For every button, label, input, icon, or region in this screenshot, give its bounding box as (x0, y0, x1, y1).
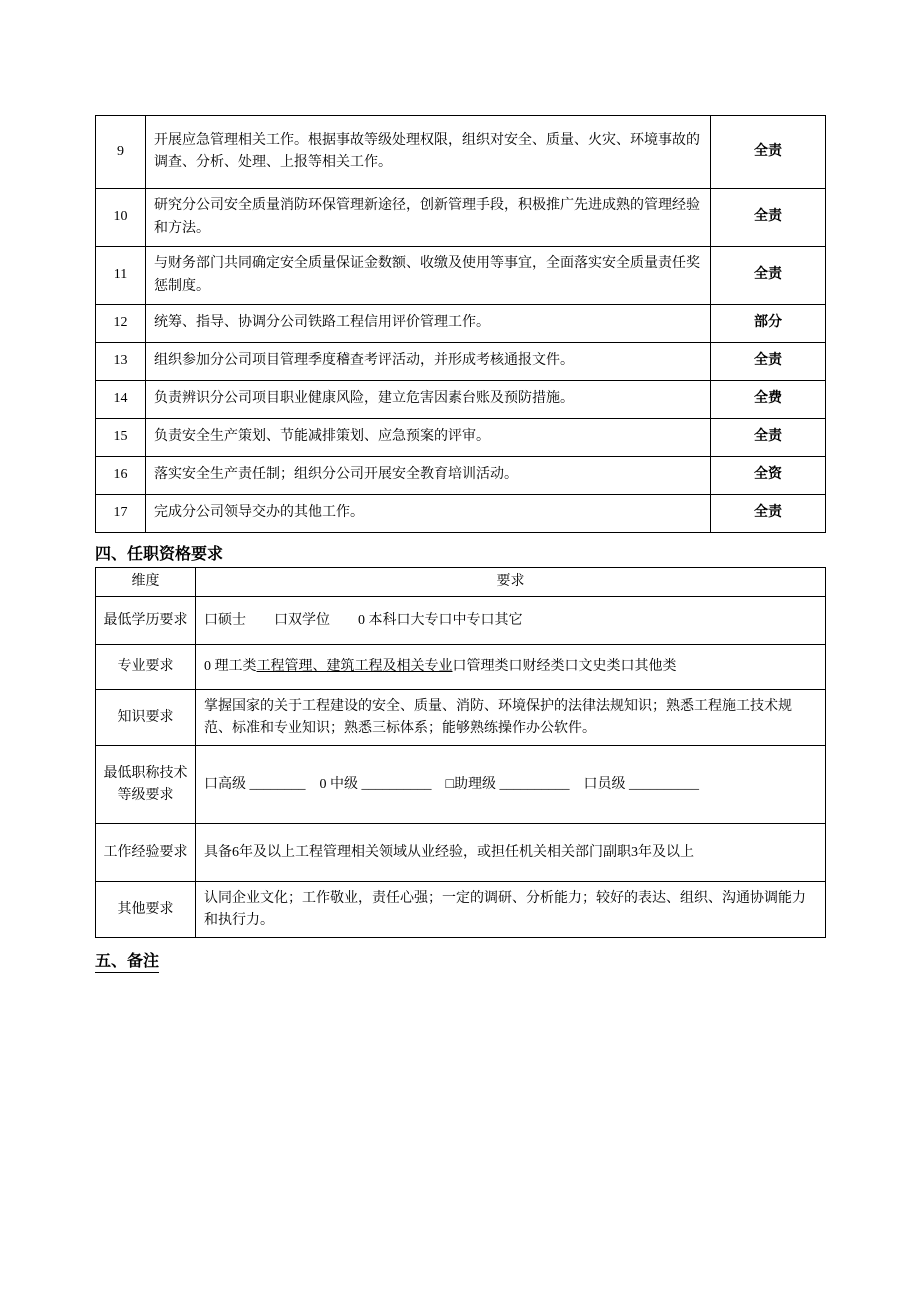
table-row (96, 419, 826, 457)
qualification-row (96, 882, 826, 938)
row-number: 17 (96, 495, 146, 533)
qualification-label: 知识要求 (96, 690, 196, 746)
table-row (96, 305, 826, 343)
qualification-text: 认同企业文化；工作敬业，责任心强；一定的调研、分析能力；较好的表达、组织、沟通协调能力和执行力。 (196, 882, 826, 938)
row-description: 统筹、指导、协调分公司铁路工程信用评价管理工作。 (146, 305, 711, 343)
row-number: 12 (96, 305, 146, 343)
table-row (96, 247, 826, 305)
table-row (96, 343, 826, 381)
responsibilities-table (95, 115, 826, 533)
row-responsibility: 全资 (711, 457, 826, 495)
qualification-text (196, 645, 826, 690)
row-number: 13 (96, 343, 146, 381)
row-responsibility: 全费 (711, 381, 826, 419)
row-number: 10 (96, 189, 146, 247)
qualification-row (96, 690, 826, 746)
qualification-row (96, 746, 826, 824)
row-number: 15 (96, 419, 146, 457)
row-description: 负责辨识分公司项目职业健康风险，建立危害因素台账及预防措施。 (146, 381, 711, 419)
table-row (96, 457, 826, 495)
row-responsibility: 全责 (711, 343, 826, 381)
qualifications-header-row (96, 568, 826, 597)
major-prefix: 0 理工类 (204, 659, 257, 675)
row-description: 完成分公司领导交办的其他工作。 (146, 495, 711, 533)
row-responsibility: 全责 (711, 247, 826, 305)
header-requirement: 要求 (196, 568, 826, 597)
qualification-label: 其他要求 (96, 882, 196, 938)
qualification-label: 工作经验要求 (96, 824, 196, 882)
row-number: 9 (96, 116, 146, 189)
qualification-text: 具备6年及以上工程管理相关领域从业经验，或担任机关相关部门副职3年及以上 (196, 824, 826, 882)
qualification-label: 专业要求 (96, 645, 196, 690)
row-number: 16 (96, 457, 146, 495)
qualification-row (96, 645, 826, 690)
major-underlined: 工程管理、建筑工程及相关专业 (256, 659, 453, 675)
row-description: 落实安全生产责任制；组织分公司开展安全教育培训活动。 (146, 457, 711, 495)
row-responsibility: 部分 (711, 305, 826, 343)
qualification-text: 口硕士 口双学位 0 本科口大专口中专口其它 (196, 597, 826, 645)
row-responsibility: 全责 (711, 116, 826, 189)
notes-section-title: 五、备注 (95, 948, 159, 973)
qualification-label: 最低学历要求 (96, 597, 196, 645)
table-row (96, 116, 826, 189)
row-description: 组织参加分公司项目管理季度稽查考评活动，并形成考核通报文件。 (146, 343, 711, 381)
qualification-label: 最低职称技术等级要求 (96, 746, 196, 824)
header-dimension: 维度 (96, 568, 196, 597)
row-description: 与财务部门共同确定安全质量保证金数额、收缴及使用等事宜，全面落实安全质量责任奖惩制度。 (146, 247, 711, 305)
qualification-text: 掌握国家的关于工程建设的安全、质量、消防、环境保护的法律法规知识；熟悉工程施工技术规范、标准和专业知识；熟悉三标体系；能够熟练操作办公软件。 (196, 690, 826, 746)
qualification-text: 口高级 ________ 0 中级 __________ □助理级 __________ 口员级 __________ (196, 746, 826, 824)
table-row (96, 381, 826, 419)
qualification-row (96, 597, 826, 645)
qualifications-section-title: 四、任职资格要求 (95, 546, 224, 563)
major-suffix: 口管理类口财经类口文史类口其他类 (452, 659, 677, 675)
qualifications-table (95, 567, 826, 938)
table-row (96, 189, 826, 247)
row-description: 开展应急管理相关工作。根据事故等级处理权限，组织对安全、质量、火灾、环境事故的调查、分析、处理、上报等相关工作。 (146, 116, 711, 189)
row-responsibility: 全责 (711, 495, 826, 533)
row-number: 11 (96, 247, 146, 305)
row-description: 研究分公司安全质量消防环保管理新途径，创新管理手段，积极推广先进成熟的管理经验和方法。 (146, 189, 711, 247)
row-responsibility: 全责 (711, 189, 826, 247)
table-row (96, 495, 826, 533)
qualification-row (96, 824, 826, 882)
row-responsibility: 全责 (711, 419, 826, 457)
row-description: 负责安全生产策划、节能减排策划、应急预案的评审。 (146, 419, 711, 457)
row-number: 14 (96, 381, 146, 419)
